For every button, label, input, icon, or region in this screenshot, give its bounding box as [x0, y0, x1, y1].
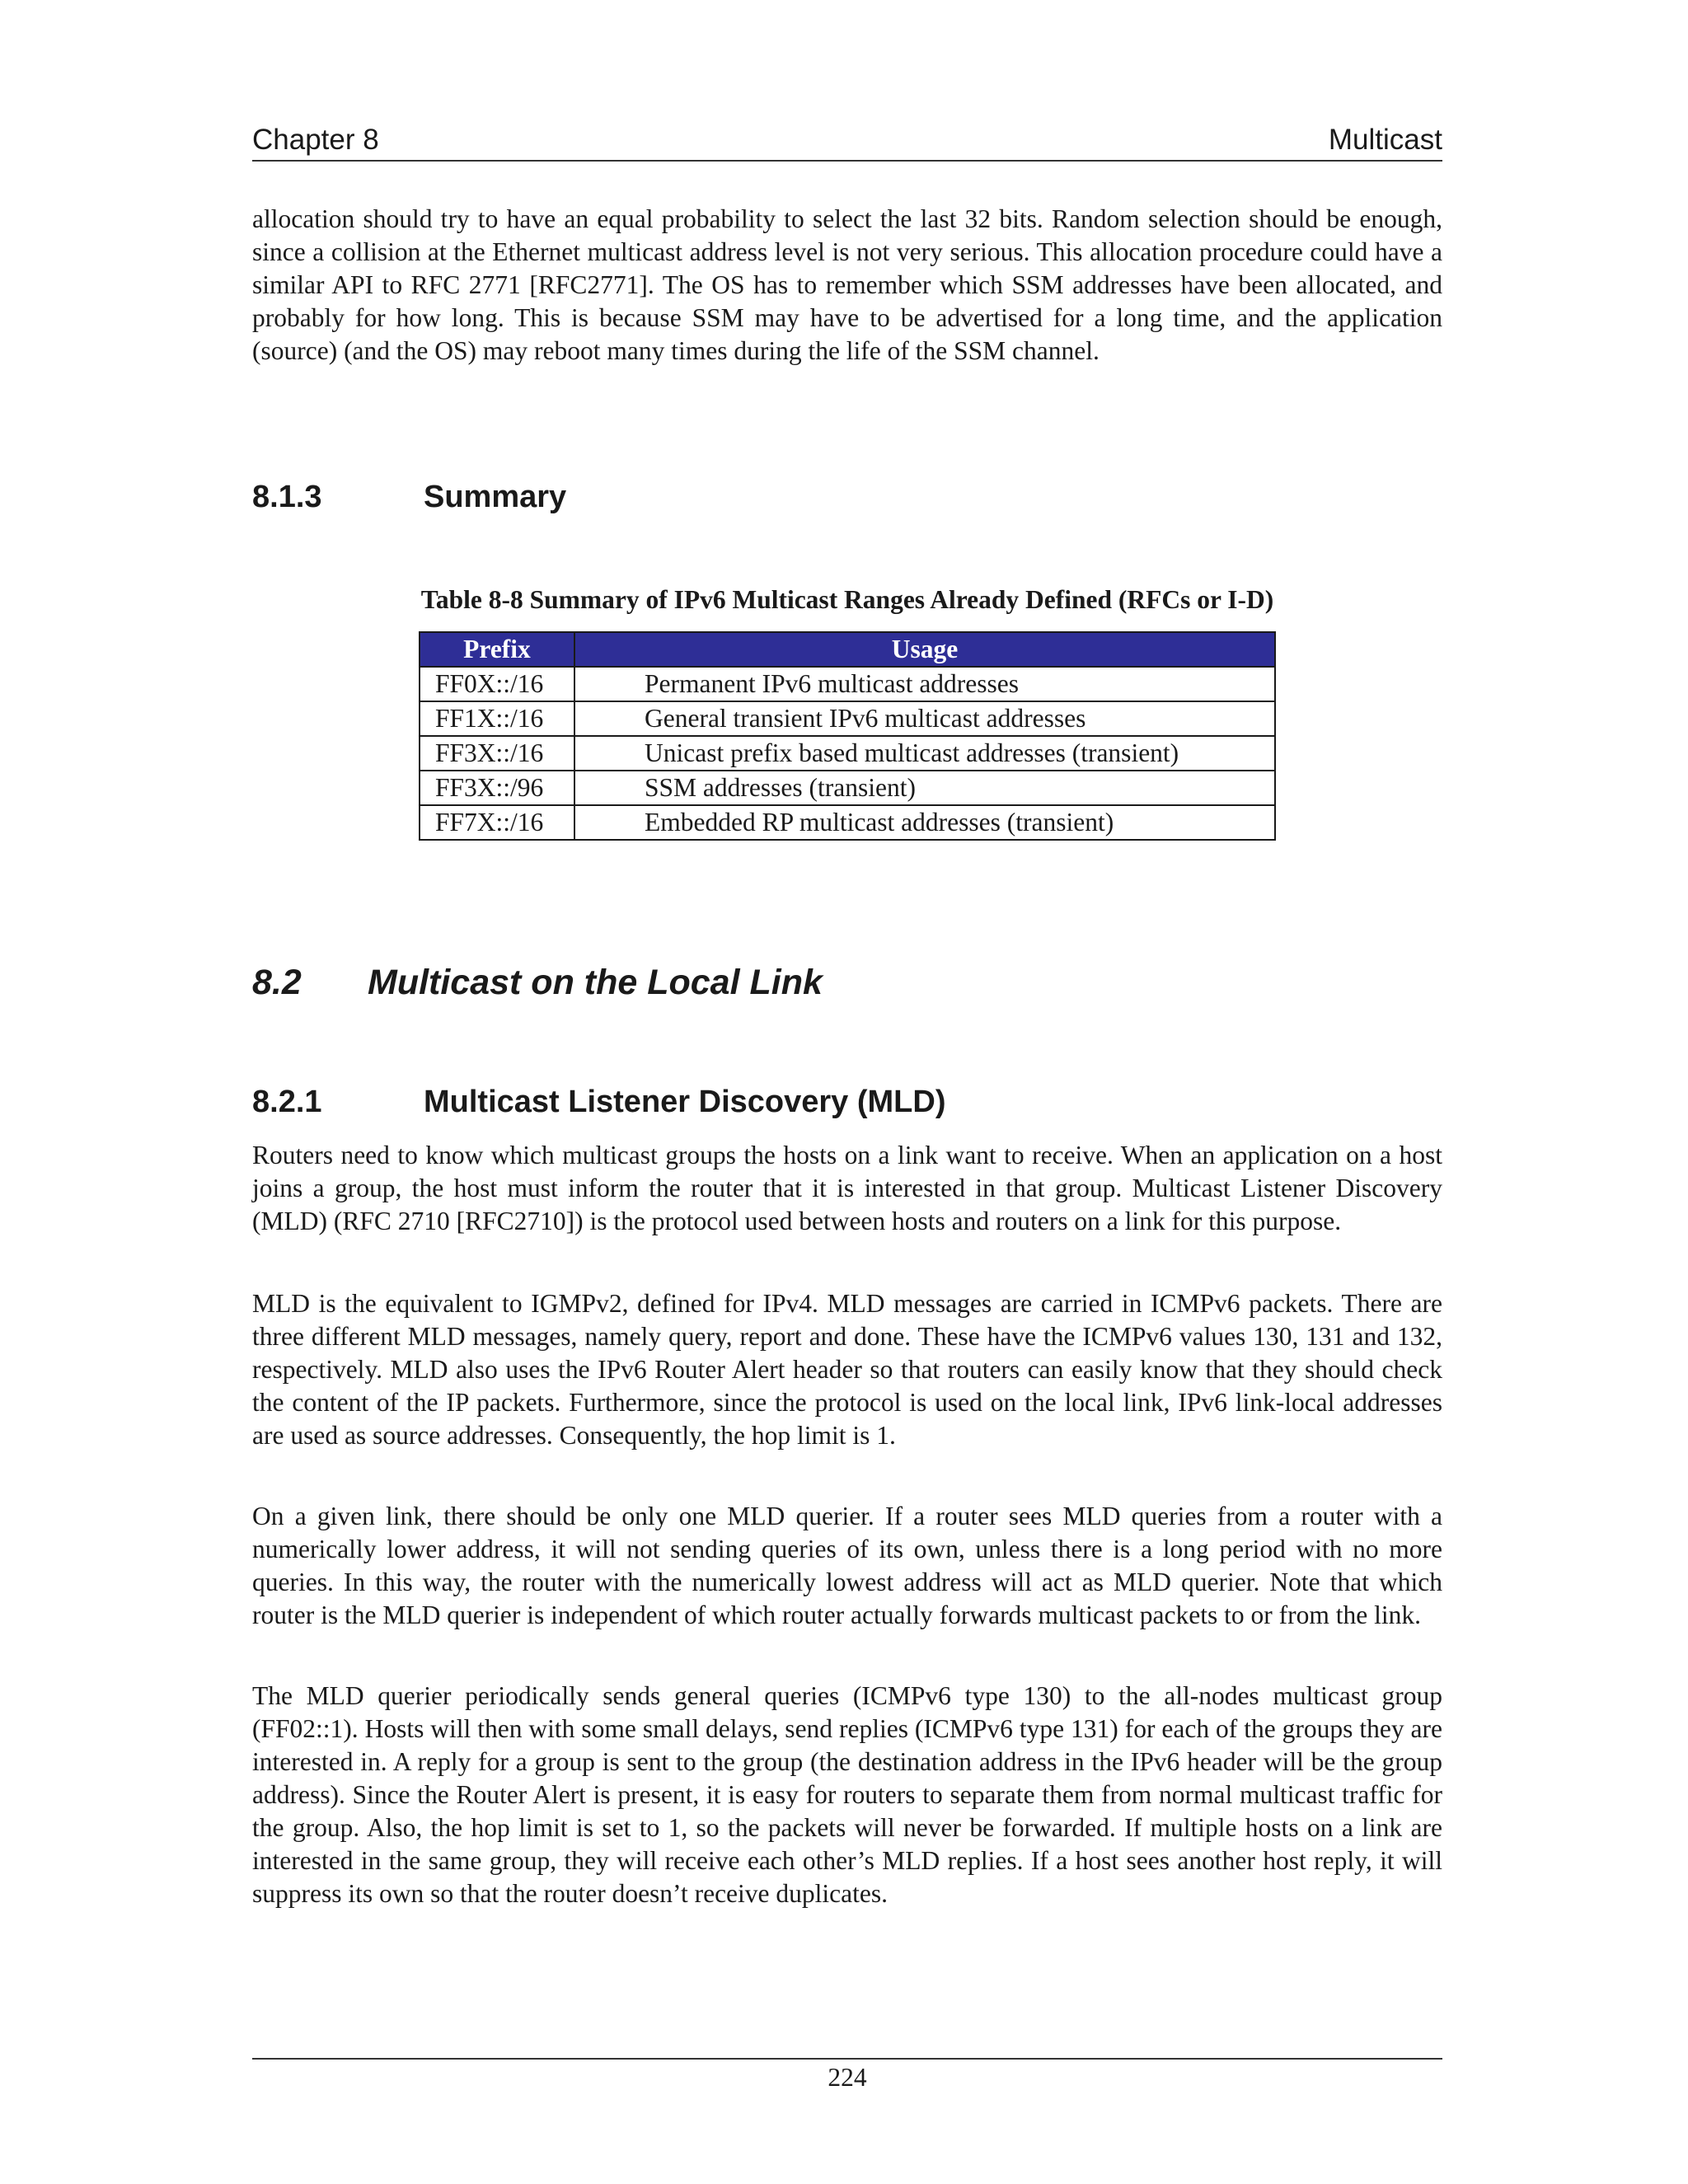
- column-header-prefix: Prefix: [420, 632, 574, 667]
- running-header: [252, 122, 1442, 162]
- section-number: 8.2: [252, 963, 302, 1002]
- section-number: 8.1.3: [252, 480, 322, 514]
- cell-prefix: FF3X::/16: [420, 736, 574, 771]
- section-title: Multicast on the Local Link: [368, 963, 823, 1002]
- table-row: [420, 805, 1275, 840]
- page-number: 224: [828, 2063, 867, 2092]
- cell-prefix: FF1X::/16: [420, 701, 574, 736]
- table-row: [420, 771, 1275, 805]
- paragraph-block-1: [252, 1139, 1442, 1238]
- section-title: Summary: [424, 480, 567, 514]
- table-caption: Table 8-8 Summary of IPv6 Multicast Ranges Already Defined (RFCs or I-D): [420, 585, 1274, 614]
- table-row: [420, 736, 1275, 771]
- table-row: [420, 701, 1275, 736]
- column-header-usage: Usage: [574, 632, 1275, 667]
- section-number: 8.2.1: [252, 1085, 322, 1119]
- cell-usage: SSM addresses (transient): [574, 771, 1275, 805]
- cell-prefix: FF7X::/16: [420, 805, 574, 840]
- cell-usage: Permanent IPv6 multicast addresses: [574, 667, 1275, 701]
- cell-usage: Embedded RP multicast addresses (transient): [574, 805, 1275, 840]
- running-footer: [252, 2058, 1442, 2094]
- section-title: Multicast Listener Discovery (MLD): [424, 1085, 946, 1119]
- paragraph-block-2: [252, 1287, 1442, 1452]
- section-heading-8-2: [252, 961, 823, 1004]
- table-row: [420, 667, 1275, 701]
- body-paragraph: On a given link, there should be only one MLD querier. If a router sees MLD queries from a router with a numerically lower address, it will not sending queries of its own, unless there is a long period with no more queries. In this way, the router with the numerically lowest address will act as MLD querier. Note that which router is the MLD querier is independent of which router actually forwards multicast packets to or from the link.: [252, 1502, 1442, 1629]
- header-chapter: Chapter 8: [252, 124, 379, 156]
- body-paragraph: MLD is the equivalent to IGMPv2, defined for IPv4. MLD messages are carried in ICMPv6 packets. There are three different MLD messages, namely query, report and done. These have the ICMPv6 values 130, 131 and 132, respectively. MLD also uses the IPv6 Router Alert header so that routers can easily know that they should check the content of the IP packets. Furthermore, since the protocol is used on the local link, IPv6 link-local addresses are used as source addresses. Consequently, the hop limit is 1.: [252, 1289, 1442, 1450]
- cell-prefix: FF3X::/96: [420, 771, 574, 805]
- intro-paragraph-block: [252, 203, 1442, 368]
- paragraph-block-3: [252, 1500, 1442, 1632]
- multicast-ranges-table: [419, 631, 1276, 841]
- intro-paragraph: allocation should try to have an equal probability to select the last 32 bits. Random selection should be enough, since a collision at the Ethernet multicast address level is not very serious. This allocation procedure could have a similar API to RFC 2771 [RFC2771]. The OS has to remember which SSM addresses have been allocated, and probably for how long. This is because SSM may have to be advertised for a long time, and the application (source) (and the OS) may reboot many times during the life of the SSM channel.: [252, 204, 1442, 365]
- table-header-row: [420, 632, 1275, 667]
- header-title: Multicast: [1328, 124, 1442, 156]
- cell-usage: Unicast prefix based multicast addresses (transient): [574, 736, 1275, 771]
- section-heading-8-2-1: [252, 1083, 945, 1121]
- cell-prefix: FF0X::/16: [420, 667, 574, 701]
- document-page: [252, 0, 1442, 2184]
- body-paragraph: Routers need to know which multicast groups the hosts on a link want to receive. When an application on a host joins a group, the host must inform the router that it is interested in that group. Multicast Listener Discovery (MLD) (RFC 2710 [RFC2710]) is the protocol used between hosts and routers on a link for this purpose.: [252, 1141, 1442, 1235]
- section-heading-8-1-3: [252, 478, 566, 516]
- cell-usage: General transient IPv6 multicast addresses: [574, 701, 1275, 736]
- paragraph-block-4: [252, 1680, 1442, 1910]
- body-paragraph: The MLD querier periodically sends general queries (ICMPv6 type 130) to the all-nodes multicast group (FF02::1). Hosts will then with some small delays, send replies (ICMPv6 type 131) for each of the groups they are interested in. A reply for a group is sent to the group (the destination address in the IPv6 header will be the group address). Since the Router Alert is present, it is easy for routers to separate them from normal multicast traffic for the group. Also, the hop limit is set to 1, so the packets will never be forwarded. If multiple hosts on a link are interested in the same group, they will receive each other’s MLD replies. If a host sees another host reply, it will suppress its own so that the router doesn’t receive duplicates.: [252, 1681, 1442, 1908]
